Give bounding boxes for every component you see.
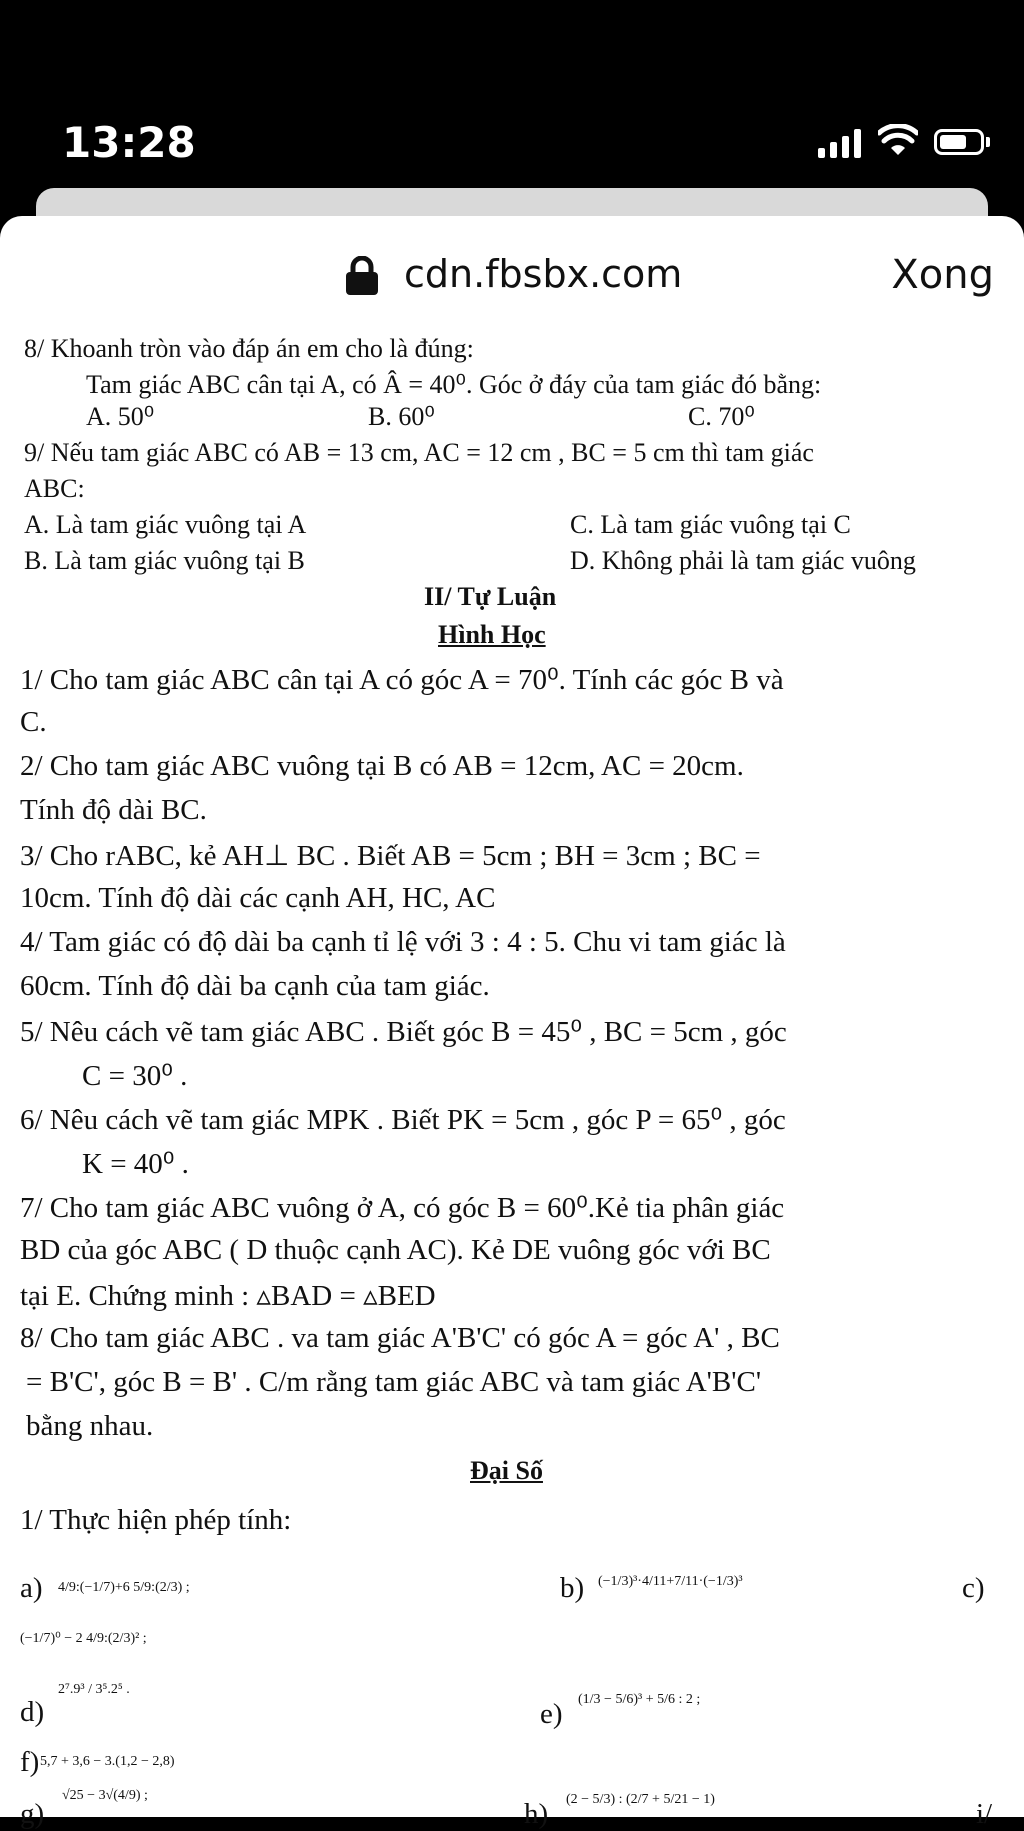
q9-line2: ABC:	[24, 474, 85, 503]
algebra-a-expr: 4/9:(−1/7)+6 5/9:(2/3) ;	[58, 1580, 190, 1595]
algebra-g-label: g)	[20, 1798, 45, 1830]
done-button[interactable]: Xong	[891, 252, 994, 298]
geometry-line: 8/ Cho tam giác ABC . va tam giác A'B'C' có góc A = góc A' , BC	[20, 1322, 780, 1354]
geometry-line: 1/ Cho tam giác ABC cân tại A có góc A = 70⁰. Tính các góc B và	[20, 664, 784, 696]
geometry-line: 5/ Nêu cách vẽ tam giác ABC . Biết góc B = 45⁰ , BC = 5cm , góc	[20, 1016, 787, 1048]
algebra-e-expr: (1/3 − 5/6)³ + 5/6 : 2 ;	[578, 1692, 701, 1707]
geometry-line: Tính độ dài BC.	[20, 794, 207, 826]
algebra-a-label: a)	[20, 1572, 43, 1604]
algebra-f-expr: 5,7 + 3,6 − 3.(1,2 − 2,8)	[40, 1754, 175, 1769]
algebra-b-expr: (−1/3)³·4/11+7/11·(−1/3)³	[598, 1574, 743, 1589]
cellular-signal-icon	[818, 128, 861, 158]
geometry-line: 60cm. Tính độ dài ba cạnh của tam giác.	[20, 970, 490, 1002]
algebra-b-label: b)	[560, 1572, 585, 1604]
geometry-line: 7/ Cho tam giác ABC vuông ở A, có góc B = 60⁰.Kẻ tia phân giác	[20, 1192, 785, 1224]
section-title: II/ Tự Luận	[424, 582, 557, 611]
geometry-line: bằng nhau.	[26, 1410, 154, 1442]
geometry-line: 10cm. Tính độ dài các cạnh AH, HC, AC	[20, 882, 496, 914]
algebra-d-label: d)	[20, 1696, 45, 1728]
status-time: 13:28	[62, 118, 196, 167]
q9-option-a: A. Là tam giác vuông tại A	[24, 510, 307, 539]
geometry-line: 2/ Cho tam giác ABC vuông tại B có AB = 12cm, AC = 20cm.	[20, 750, 744, 782]
battery-icon	[934, 129, 984, 155]
geometry-line: 4/ Tam giác có độ dài ba cạnh tỉ lệ với 3 : 4 : 5. Chu vi tam giác là	[20, 926, 786, 958]
algebra-c-label: c)	[962, 1572, 985, 1604]
algebra-i-label: i/	[976, 1798, 993, 1830]
status-bar	[0, 0, 1024, 200]
preview-sheet	[0, 216, 1024, 1830]
geometry-line: BD của góc ABC ( D thuộc cạnh AC). Kẻ DE vuông góc với BC	[20, 1234, 771, 1266]
wifi-icon	[878, 124, 918, 158]
q8-option-a: A. 50⁰	[86, 402, 155, 431]
q8-body: Tam giác ABC cân tại A, có Â = 40⁰. Góc ở đáy của tam giác đó bằng:	[86, 370, 822, 399]
q8-title: 8/ Khoanh tròn vào đáp án em cho là đúng:	[24, 334, 474, 363]
geometry-title: Hình Học	[438, 620, 546, 649]
geometry-line: 3/ Cho rABC, kẻ AH⊥ BC . Biết AB = 5cm ; BH = 3cm ; BC =	[20, 840, 761, 872]
algebra-d-expr: 2⁷.9³ / 3⁵.2⁵ .	[58, 1682, 130, 1697]
geometry-line: 6/ Nêu cách vẽ tam giác MPK . Biết PK = 5cm , góc P = 65⁰ , góc	[20, 1104, 786, 1136]
geometry-line: C = 30⁰ .	[82, 1060, 188, 1092]
algebra-h-expr: (2 − 5/3) : (2/7 + 5/21 − 1)	[566, 1792, 715, 1807]
algebra-c-expr: (−1/7)⁰ − 2 4/9:(2/3)² ;	[20, 1631, 147, 1646]
algebra-e-label: e)	[540, 1698, 563, 1730]
q9-option-d: D. Không phải là tam giác vuông	[570, 546, 916, 575]
geometry-line: C.	[20, 706, 47, 738]
geometry-line: = B'C', góc B = B' . C/m rằng tam giác ABC và tam giác A'B'C'	[26, 1366, 762, 1398]
q9-option-c: C. Là tam giác vuông tại C	[570, 510, 851, 539]
url-bar	[0, 216, 1024, 326]
geometry-line: K = 40⁰ .	[82, 1148, 189, 1180]
lock-icon	[344, 256, 380, 296]
url-domain[interactable]: cdn.fbsbx.com	[404, 252, 683, 296]
geometry-line: tại E. Chứng minh : ▵BAD = ▵BED	[20, 1280, 436, 1312]
document-image	[0, 326, 1024, 1830]
q8-option-b: B. 60⁰	[368, 402, 435, 431]
algebra-q1: 1/ Thực hiện phép tính:	[20, 1504, 292, 1536]
q9-option-b: B. Là tam giác vuông tại B	[24, 546, 305, 575]
q9-line1: 9/ Nếu tam giác ABC có AB = 13 cm, AC = 12 cm , BC = 5 cm thì tam giác	[24, 438, 814, 467]
algebra-f-label: f)	[20, 1746, 40, 1778]
battery-tip	[986, 137, 990, 147]
algebra-h-label: h)	[524, 1798, 549, 1830]
q8-option-c: C. 70⁰	[688, 402, 755, 431]
algebra-g-expr: √25 − 3√(4/9) ;	[62, 1788, 148, 1803]
algebra-title: Đại Số	[470, 1456, 543, 1485]
